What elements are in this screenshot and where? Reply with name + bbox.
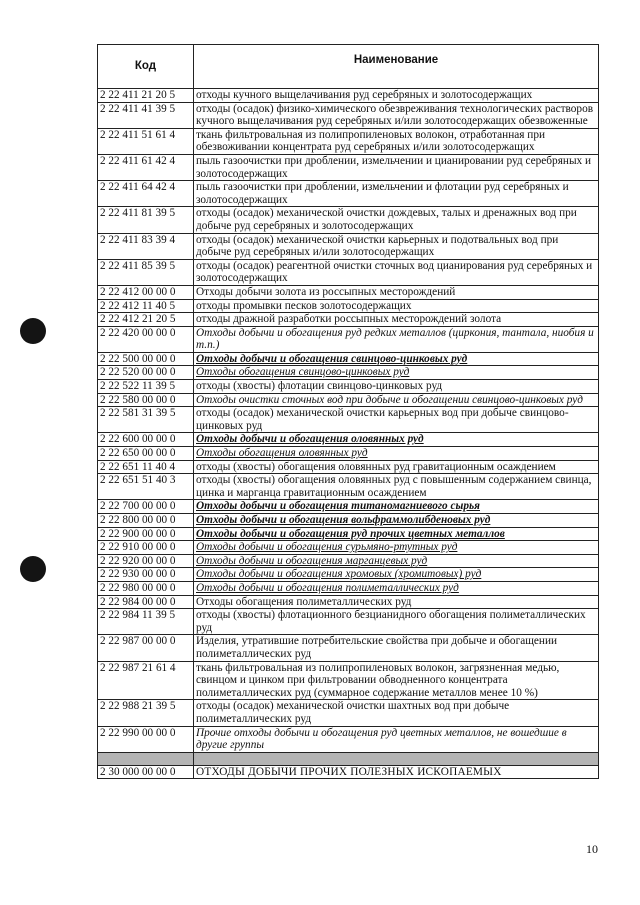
- row-code: 2 22 520 00 00 0: [98, 366, 194, 380]
- page-number: 10: [586, 842, 598, 856]
- row-code: 2 22 651 51 40 3: [98, 474, 194, 500]
- table-header-row: [98, 45, 599, 89]
- row-code: 2 22 651 11 40 4: [98, 460, 194, 474]
- row-code: 2 22 988 21 39 5: [98, 700, 194, 726]
- table-row: [98, 581, 599, 595]
- row-code: 2 22 412 21 20 5: [98, 313, 194, 327]
- row-code: 2 22 500 00 00 0: [98, 352, 194, 366]
- table-row: [98, 700, 599, 726]
- row-name: отходы (осадок) механической очистки дождевых, талых и дренажных вод при добыче руд серебряных и золотосодержащих: [194, 207, 599, 233]
- row-name: отходы (осадок) механической очистки карьерных и подотвальных вод при добыче руд серебряных и/или золотосодержащих: [194, 233, 599, 259]
- row-name: Прочие отходы добычи и обогащения руд цветных металлов, не вошедшие в другие группы: [194, 726, 599, 752]
- row-code: 2 22 411 51 61 4: [98, 128, 194, 154]
- row-name: пыль газоочистки при дроблении, измельчении и цианировании руд серебряных и золотосодержащих: [194, 154, 599, 180]
- row-name: Отходы добычи и обогащения полиметаллических руд: [194, 581, 599, 595]
- waste-classification-table: [97, 44, 599, 779]
- table-row: [98, 393, 599, 407]
- row-code: 2 22 990 00 00 0: [98, 726, 194, 752]
- table-row: [98, 609, 599, 635]
- row-name: Отходы очистки сточных вод при добыче и обогащении свинцово-цинковых руд: [194, 393, 599, 407]
- row-name: Отходы добычи и обогащения оловянных руд: [194, 433, 599, 447]
- row-name: отходы (осадок) механической очистки шахтных вод при добыче полиметаллических руд: [194, 700, 599, 726]
- table-row: [98, 474, 599, 500]
- row-code: 2 22 920 00 00 0: [98, 554, 194, 568]
- row-code: 2 22 800 00 00 0: [98, 514, 194, 528]
- row-name: ткань фильтровальная из полипропиленовых волокон, отработанная при обезвоживании концентрата руд серебряных и/или золотосодержащих: [194, 128, 599, 154]
- row-name: Отходы добычи и обогащения свинцово-цинковых руд: [194, 352, 599, 366]
- row-name: [194, 752, 599, 765]
- row-code: 2 22 420 00 00 0: [98, 326, 194, 352]
- table-row: [98, 128, 599, 154]
- row-code: 2 22 411 64 42 4: [98, 181, 194, 207]
- row-code: 2 22 600 00 00 0: [98, 433, 194, 447]
- row-name: отходы (осадок) физико-химического обезвреживания технологических растворов кучного выщелачивания руд серебряных и/или золотосодержащих обезвоженные: [194, 102, 599, 128]
- row-name: отходы (хвосты) флотации свинцово-цинковых руд: [194, 380, 599, 394]
- table-row: [98, 568, 599, 582]
- code-column-header: Код: [98, 45, 194, 89]
- table-row: [98, 460, 599, 474]
- row-code: 2 22 930 00 00 0: [98, 568, 194, 582]
- table-row: [98, 207, 599, 233]
- row-code: 2 22 980 00 00 0: [98, 581, 194, 595]
- row-code: 2 22 411 85 39 5: [98, 259, 194, 285]
- row-name: отходы дражной разработки россыпных месторождений золота: [194, 313, 599, 327]
- row-name: Отходы добычи и обогащения руд прочих цветных металлов: [194, 527, 599, 541]
- row-code: 2 22 910 00 00 0: [98, 541, 194, 555]
- table-row: [98, 233, 599, 259]
- row-name: Отходы добычи золота из россыпных месторождений: [194, 285, 599, 299]
- table-row: [98, 102, 599, 128]
- row-name: отходы (хвосты) обогащения оловянных руд гравитационным осаждением: [194, 460, 599, 474]
- row-code: 2 22 900 00 00 0: [98, 527, 194, 541]
- row-name: пыль газоочистки при дроблении, измельчении и флотации руд серебряных и золотосодержащих: [194, 181, 599, 207]
- table-row: [98, 285, 599, 299]
- table-row: [98, 89, 599, 103]
- row-name: Отходы обогащения полиметаллических руд: [194, 595, 599, 609]
- row-name: Изделия, утратившие потребительские свойства при добыче и обогащении полиметаллических руд: [194, 635, 599, 661]
- row-name: отходы (хвосты) флотационного безцианидного обогащения полиметаллических руд: [194, 609, 599, 635]
- table-row: [98, 554, 599, 568]
- table-row: [98, 181, 599, 207]
- table-row: [98, 326, 599, 352]
- row-name: Отходы добычи и обогащения руд редких металлов (циркония, тантала, ниобия и т.п.): [194, 326, 599, 352]
- row-name: отходы (осадок) реагентной очистки сточных вод цианирования руд серебряных и золотосодержащих: [194, 259, 599, 285]
- row-code: 2 22 411 21 20 5: [98, 89, 194, 103]
- table-row: [98, 514, 599, 528]
- row-code: 2 22 987 00 00 0: [98, 635, 194, 661]
- row-name: Отходы добычи и обогащения хромовых (хромитовых) руд: [194, 568, 599, 582]
- row-name: отходы промывки песков золотосодержащих: [194, 299, 599, 313]
- table-row: [98, 500, 599, 514]
- row-code: 2 22 411 81 39 5: [98, 207, 194, 233]
- table-row: [98, 433, 599, 447]
- row-code: 2 30 000 00 00 0: [98, 765, 194, 779]
- table-row: [98, 765, 599, 779]
- row-code: [98, 752, 194, 765]
- name-column-header: Наименование: [194, 45, 599, 89]
- table-row: [98, 154, 599, 180]
- row-name: Отходы добычи и обогащения марганцевых руд: [194, 554, 599, 568]
- row-name: Отходы обогащения свинцово-цинковых руд: [194, 366, 599, 380]
- row-name: Отходы обогащения оловянных руд: [194, 447, 599, 461]
- row-code: 2 22 522 11 39 5: [98, 380, 194, 394]
- row-code: 2 22 411 61 42 4: [98, 154, 194, 180]
- row-name: отходы (хвосты) обогащения оловянных руд с повышенным содержанием свинца, цинка и марганца гравитационным осаждением: [194, 474, 599, 500]
- row-code: 2 22 987 21 61 4: [98, 661, 194, 700]
- table-row: [98, 299, 599, 313]
- row-code: 2 22 412 11 40 5: [98, 299, 194, 313]
- row-code: 2 22 581 31 39 5: [98, 407, 194, 433]
- table-row: [98, 527, 599, 541]
- row-code: 2 22 984 00 00 0: [98, 595, 194, 609]
- binder-hole-top: [20, 318, 46, 344]
- table-row: [98, 541, 599, 555]
- table-row: [98, 313, 599, 327]
- separator-row: [98, 752, 599, 765]
- table-row: [98, 259, 599, 285]
- table-row: [98, 380, 599, 394]
- table-row: [98, 352, 599, 366]
- table-row: [98, 595, 599, 609]
- binder-hole-bottom: [20, 556, 46, 582]
- row-name: ткань фильтровальная из полипропиленовых волокон, загрязненная медью, свинцом и цинком при фильтровании обводненного концентрата полиметаллических руд (суммарное содержание металлов менее 10 %): [194, 661, 599, 700]
- table-row: [98, 447, 599, 461]
- row-name: отходы (осадок) механической очистки карьерных вод при добыче свинцово-цинковых руд: [194, 407, 599, 433]
- table-row: [98, 661, 599, 700]
- row-name: Отходы добычи и обогащения титаномагниевого сырья: [194, 500, 599, 514]
- row-name: отходы кучного выщелачивания руд серебряных и золотосодержащих: [194, 89, 599, 103]
- table-row: [98, 366, 599, 380]
- table-row: [98, 407, 599, 433]
- table-row: [98, 726, 599, 752]
- row-code: 2 22 700 00 00 0: [98, 500, 194, 514]
- row-name: Отходы добычи и обогащения сурьмяно-ртутных руд: [194, 541, 599, 555]
- row-code: 2 22 984 11 39 5: [98, 609, 194, 635]
- row-code: 2 22 650 00 00 0: [98, 447, 194, 461]
- row-code: 2 22 412 00 00 0: [98, 285, 194, 299]
- row-name: Отходы добычи и обогащения вольфраммолибденовых руд: [194, 514, 599, 528]
- table-row: [98, 635, 599, 661]
- row-name: ОТХОДЫ ДОБЫЧИ ПРОЧИХ ПОЛЕЗНЫХ ИСКОПАЕМЫХ: [194, 765, 599, 779]
- row-code: 2 22 580 00 00 0: [98, 393, 194, 407]
- row-code: 2 22 411 41 39 5: [98, 102, 194, 128]
- row-code: 2 22 411 83 39 4: [98, 233, 194, 259]
